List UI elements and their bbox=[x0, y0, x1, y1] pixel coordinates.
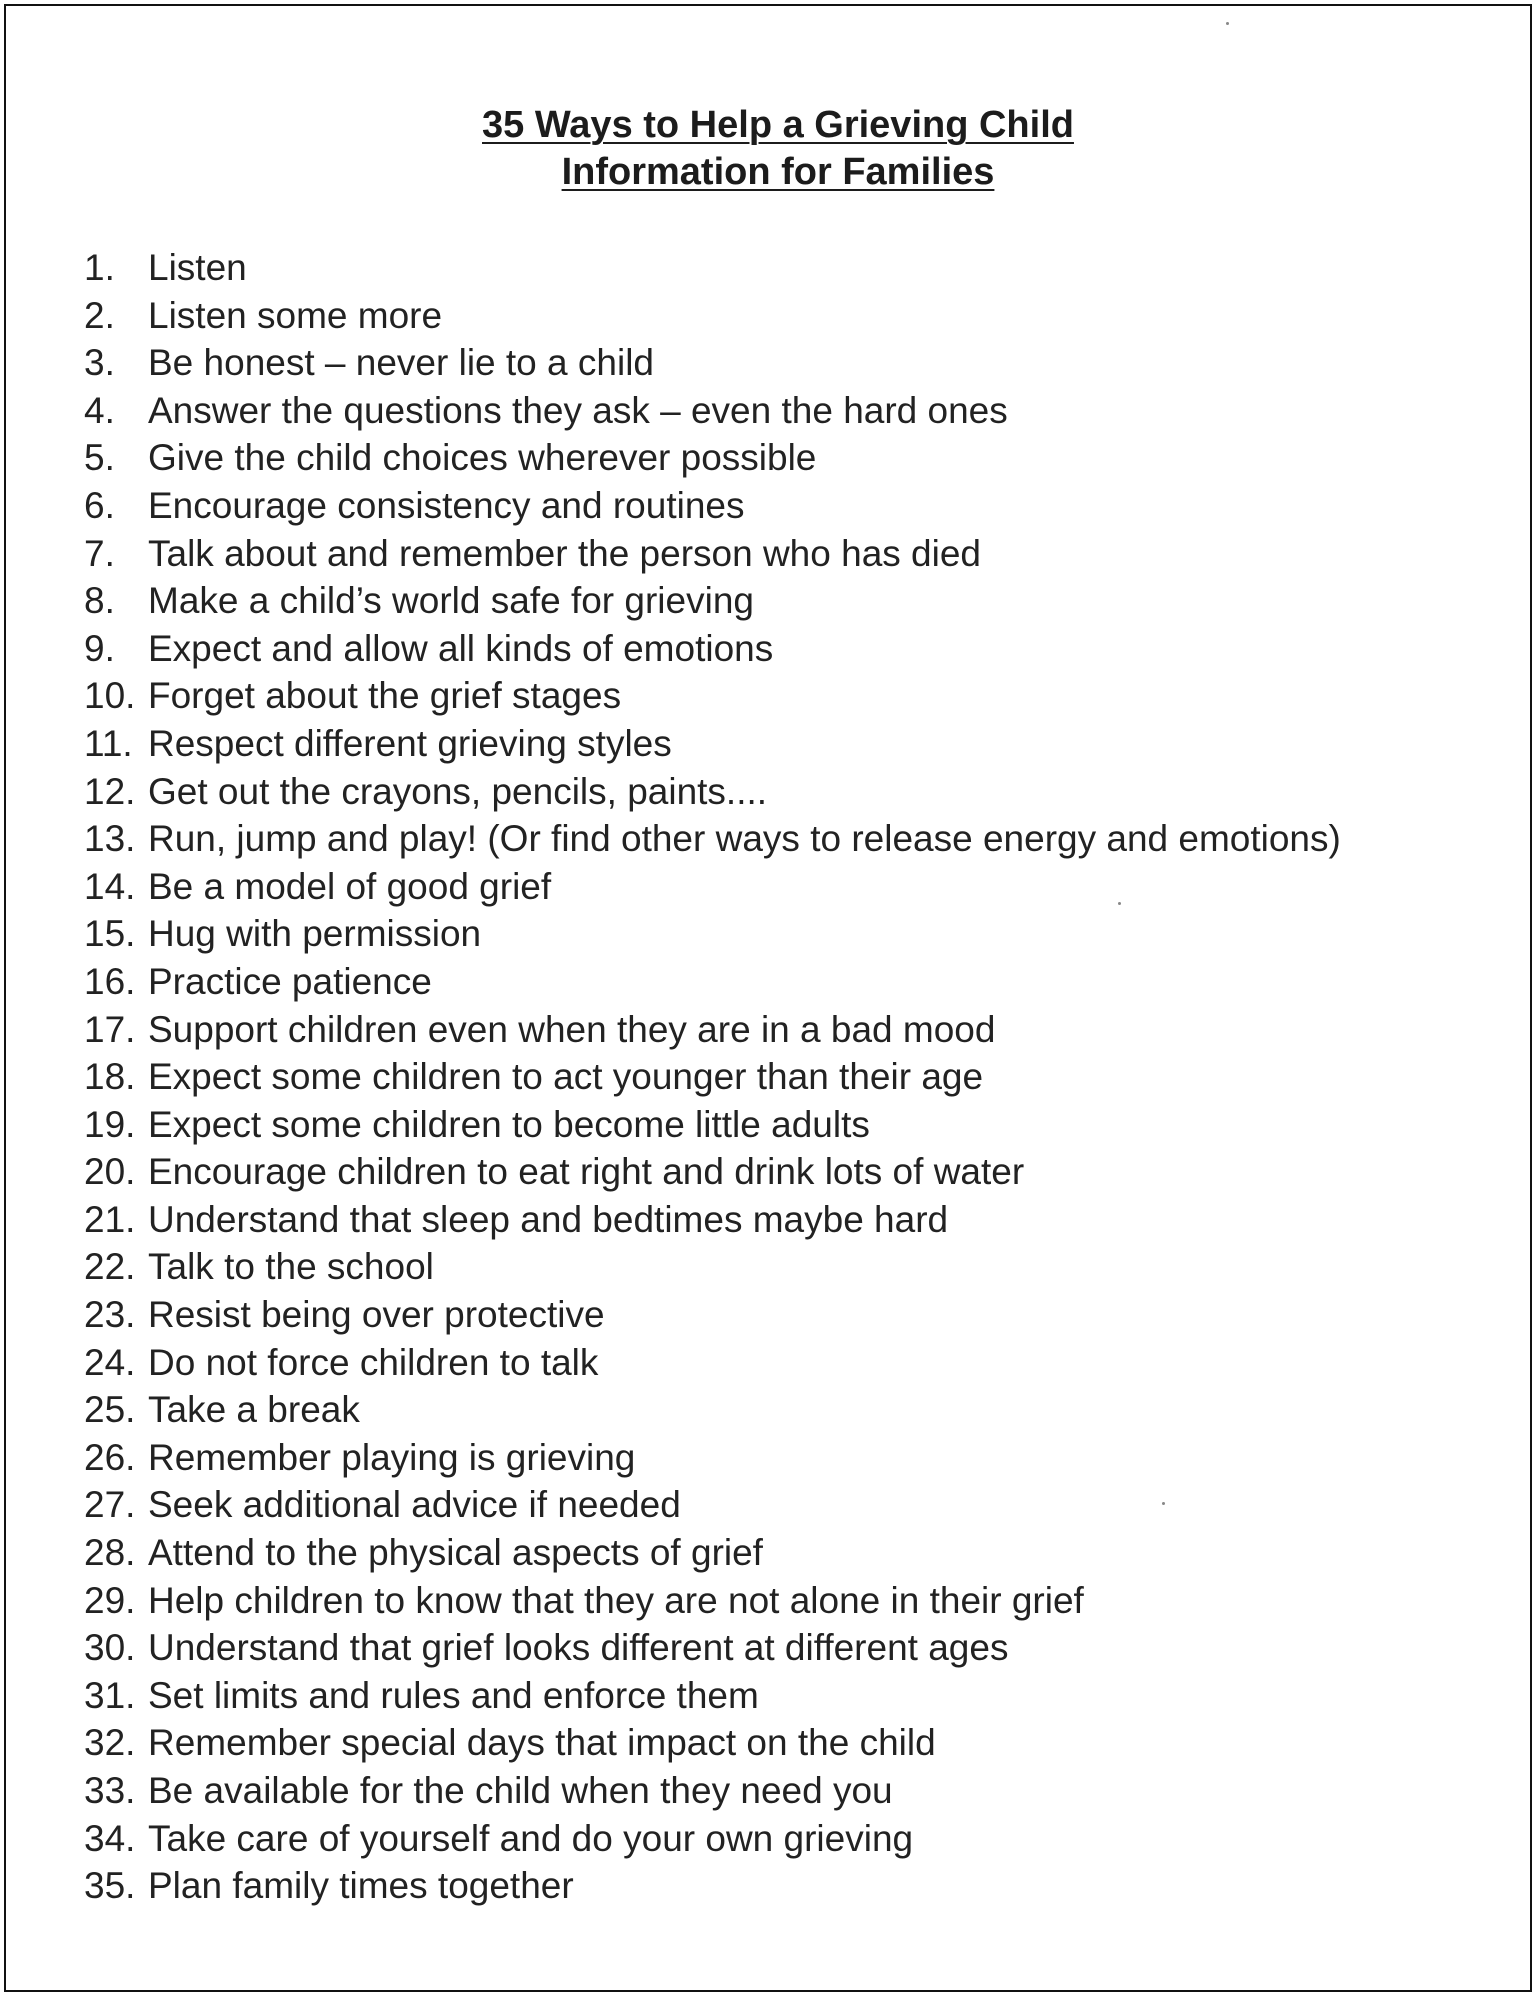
list-item bbox=[84, 815, 1341, 863]
list-item bbox=[84, 625, 1341, 673]
list-item-number: 16. bbox=[84, 960, 136, 1002]
list-item bbox=[84, 1053, 1341, 1101]
list-item-text: Take care of yourself and do your own grieving bbox=[148, 1817, 914, 1859]
list-item-text: Be a model of good grief bbox=[148, 865, 552, 907]
list-item-number: 8. bbox=[84, 580, 115, 622]
list-item-text: Remember special days that impact on the child bbox=[148, 1722, 936, 1764]
list-item-number: 27. bbox=[84, 1484, 136, 1526]
list-item-number: 11. bbox=[84, 722, 133, 764]
list-item-text: Attend to the physical aspects of grief bbox=[148, 1532, 763, 1574]
list-item-number: 25. bbox=[84, 1389, 136, 1431]
list-item bbox=[84, 768, 1341, 816]
list-item-number: 1. bbox=[84, 247, 115, 288]
list-item-number: 9. bbox=[84, 627, 115, 669]
list-item-number: 5. bbox=[84, 437, 115, 479]
list-item bbox=[84, 720, 1341, 768]
list-item-text: Plan family times together bbox=[148, 1865, 574, 1907]
list-item bbox=[84, 244, 1341, 292]
list-item bbox=[84, 1577, 1341, 1625]
list-item-number: 33. bbox=[84, 1770, 136, 1811]
list-item-number: 14. bbox=[84, 865, 136, 907]
document-page bbox=[4, 4, 1532, 1992]
list-item-text: Forget about the grief stages bbox=[148, 675, 622, 717]
list-item-number: 2. bbox=[84, 294, 115, 336]
list-item bbox=[84, 1481, 1341, 1529]
list-item bbox=[84, 958, 1341, 1006]
list-item bbox=[84, 434, 1341, 482]
list-item-text: Give the child choices wherever possible bbox=[148, 437, 817, 479]
list-item-text: Run, jump and play! (Or find other ways to release energy and emotions) bbox=[148, 818, 1341, 860]
list-item-number: 12. bbox=[84, 770, 136, 812]
list-item-number: 22. bbox=[84, 1246, 136, 1288]
list-item-text: Get out the crayons, pencils, paints.... bbox=[148, 770, 768, 812]
list-item bbox=[84, 530, 1341, 578]
list-item bbox=[84, 292, 1341, 340]
list-item bbox=[84, 339, 1341, 387]
list-item-number: 13. bbox=[84, 818, 136, 860]
list-item-number: 35. bbox=[84, 1865, 136, 1907]
list-item-text: Take a break bbox=[148, 1389, 360, 1431]
list-item-number: 6. bbox=[84, 484, 115, 526]
list-item bbox=[84, 577, 1341, 625]
list-item-text: Remember playing is grieving bbox=[148, 1436, 636, 1478]
ways-list bbox=[84, 244, 1341, 1910]
list-item bbox=[84, 387, 1341, 435]
list-item bbox=[84, 1815, 1341, 1863]
list-item-number: 7. bbox=[84, 532, 115, 574]
list-item-number: 26. bbox=[84, 1436, 136, 1478]
list-item-text: Answer the questions they ask – even the hard ones bbox=[148, 389, 1008, 431]
list-item bbox=[84, 1862, 1341, 1910]
list-item-text: Help children to know that they are not alone in their grief bbox=[148, 1579, 1084, 1621]
list-item-text: Understand that grief looks different at different ages bbox=[148, 1627, 1009, 1669]
list-item bbox=[84, 1386, 1341, 1434]
list-item-text: Be honest – never lie to a child bbox=[148, 342, 654, 384]
list-item-text: Hug with permission bbox=[148, 913, 482, 955]
list-item-text: Seek additional advice if needed bbox=[148, 1484, 681, 1526]
list-item bbox=[84, 1148, 1341, 1196]
list-item-text: Expect some children to become little adults bbox=[148, 1103, 870, 1145]
list-item-text: Encourage consistency and routines bbox=[148, 484, 745, 526]
list-item bbox=[84, 482, 1341, 530]
list-item bbox=[84, 1243, 1341, 1291]
list-item-text: Talk about and remember the person who has died bbox=[148, 532, 982, 574]
list-item bbox=[84, 1529, 1341, 1577]
list-item-text: Do not force children to talk bbox=[148, 1341, 599, 1383]
list-item-number: 29. bbox=[84, 1579, 136, 1621]
list-item bbox=[84, 1196, 1341, 1244]
list-item-text: Understand that sleep and bedtimes maybe hard bbox=[148, 1198, 949, 1240]
list-item-number: 20. bbox=[84, 1151, 136, 1193]
list-item bbox=[84, 1101, 1341, 1149]
list-item-text: Support children even when they are in a bad mood bbox=[148, 1008, 996, 1050]
title-main-text: 35 Ways to Help a Grieving Child bbox=[482, 104, 1074, 146]
list-item bbox=[84, 1006, 1341, 1054]
list-item-number: 19. bbox=[84, 1103, 136, 1145]
title-subtitle-text: Information for Families bbox=[561, 151, 995, 193]
list-item-text: Resist being over protective bbox=[148, 1294, 605, 1336]
list-item-text: Respect different grieving styles bbox=[148, 722, 672, 764]
list-item-text: Encourage children to eat right and drink lots of water bbox=[148, 1151, 1025, 1193]
list-item bbox=[84, 863, 1341, 911]
list-item-text: Expect some children to act younger than their age bbox=[148, 1056, 984, 1098]
list-item bbox=[84, 1339, 1341, 1387]
list-item-text: Make a child’s world safe for grieving bbox=[148, 580, 754, 622]
list-item-number: 17. bbox=[84, 1008, 136, 1050]
list-item-number: 31. bbox=[84, 1674, 136, 1716]
list-item-number: 21. bbox=[84, 1198, 136, 1240]
list-item bbox=[84, 910, 1341, 958]
list-item-number: 34. bbox=[84, 1817, 136, 1859]
list-item bbox=[84, 1624, 1341, 1672]
list-item-number: 3. bbox=[84, 342, 115, 384]
list-item bbox=[84, 1672, 1341, 1720]
document-title bbox=[6, 102, 1530, 196]
scan-speck bbox=[1226, 22, 1229, 25]
list-item-number: 32. bbox=[84, 1722, 136, 1764]
list-item-number: 23. bbox=[84, 1294, 136, 1336]
list-item bbox=[84, 1767, 1341, 1815]
list-item-number: 10. bbox=[84, 675, 136, 717]
list-item-number: 4. bbox=[84, 389, 115, 431]
list-item-text: Be available for the child when they need you bbox=[148, 1770, 893, 1811]
list-item-text: Listen some more bbox=[148, 294, 443, 336]
list-item-text: Listen bbox=[148, 247, 247, 288]
list-item-number: 18. bbox=[84, 1056, 136, 1098]
list-item-number: 24. bbox=[84, 1341, 136, 1383]
list-item bbox=[84, 672, 1341, 720]
list-item bbox=[84, 1434, 1341, 1482]
list-item-text: Practice patience bbox=[148, 960, 432, 1002]
list-item-number: 28. bbox=[84, 1532, 136, 1574]
list-item-text: Expect and allow all kinds of emotions bbox=[148, 627, 774, 669]
list-item-number: 15. bbox=[84, 913, 136, 955]
list-item-text: Talk to the school bbox=[148, 1246, 434, 1288]
list-item bbox=[84, 1719, 1341, 1767]
list-item-number: 30. bbox=[84, 1627, 136, 1669]
list-item-text: Set limits and rules and enforce them bbox=[148, 1674, 759, 1716]
title-line-2 bbox=[26, 149, 1530, 196]
title-line-1 bbox=[26, 102, 1530, 149]
list-item bbox=[84, 1291, 1341, 1339]
